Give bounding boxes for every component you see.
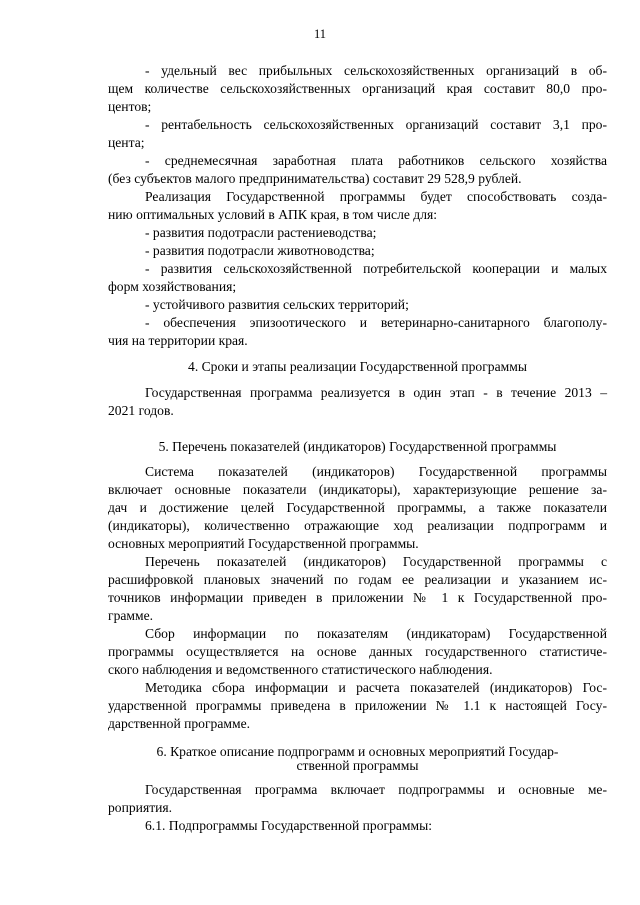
- text-line: форм хозяйствования;: [108, 279, 237, 294]
- text-line: - устойчивого развития сельских территорий;: [145, 297, 409, 312]
- text-line: грамме.: [108, 608, 154, 623]
- text-line: - развития сельскохозяйственной потребительской кооперации и малых: [145, 261, 607, 276]
- text-line: центов;: [108, 99, 152, 114]
- text-line: Реализация Государственной программы будет способствовать созда-: [145, 189, 607, 204]
- text-line: точников информации приведен в приложении № 1 к Государственной про-: [108, 590, 607, 605]
- text-line: - среднемесячная заработная плата работников сельского хозяйства: [145, 153, 607, 168]
- text-line: программы осуществляется на основе данных государственного статистиче-: [108, 644, 607, 659]
- text-line: 2021 годов.: [108, 403, 174, 418]
- text-line: - развития подотрасли растениеводства;: [145, 225, 377, 240]
- text-line: - развития подотрасли животноводства;: [145, 243, 375, 258]
- text-line: щем количестве сельскохозяйственных организаций края составит 80,0 про-: [108, 81, 607, 96]
- text-line: Государственная программа реализуется в один этап - в течение 2013 –: [145, 385, 607, 400]
- text-line: расшифровкой плановых значений по годам ее реализации и указанием ис-: [108, 572, 607, 587]
- text-line: Государственная программа включает подпрограммы и основные ме-: [145, 782, 607, 797]
- text-line: дач и достижение целей Государственной программы, а также показатели: [108, 500, 607, 515]
- text-line: роприятия.: [108, 800, 173, 815]
- text-line: цента;: [108, 135, 145, 150]
- text-line: дарственной программе.: [108, 716, 251, 731]
- section-heading-6: 6. Краткое описание подпрограмм и основных мероприятий Государ-: [156, 744, 559, 759]
- section-heading-6-cont: ственной программы: [296, 758, 419, 773]
- text-line: Сбор информации по показателям (индикаторам) Государственной: [145, 626, 607, 641]
- text-line: Система показателей (индикаторов) Государственной программы: [145, 464, 607, 479]
- text-line: - удельный вес прибыльных сельскохозяйственных организаций в об-: [145, 63, 607, 78]
- text-line: Перечень показателей (индикаторов) Государственной программы с: [145, 554, 607, 569]
- text-line: - рентабельность сельскохозяйственных организаций составит 3,1 про-: [145, 117, 607, 132]
- text-line: - обеспечения эпизоотического и ветеринарно-санитарного благополу-: [145, 315, 607, 330]
- text-line: ского наблюдения и ведомственного статистического наблюдения.: [108, 662, 493, 677]
- text-line: чия на территории края.: [108, 333, 248, 348]
- text-line: (индикаторы), количественно отражающие ход реализации подпрограмм и: [108, 518, 607, 533]
- page-number: 11: [313, 27, 327, 41]
- section-heading-5: 5. Перечень показателей (индикаторов) Государственной программы: [158, 439, 557, 454]
- text-line: Методика сбора информации и расчета показателей (индикаторов) Гос-: [145, 680, 607, 695]
- section-heading-4: 4. Сроки и этапы реализации Государственной программы: [188, 359, 527, 374]
- text-line: основных мероприятий Государственной программы.: [108, 536, 419, 551]
- text-line: включает основные показатели (индикаторы), характеризующие решение за-: [108, 482, 607, 497]
- text-line: (без субъектов малого предпринимательства) составит 29 528,9 рублей.: [108, 171, 522, 186]
- text-line: нию оптимальных условий в АПК края, в том числе для:: [108, 207, 438, 222]
- text-line: 6.1. Подпрограммы Государственной программы:: [145, 818, 433, 833]
- text-line: ударственной программы приведена в приложении № 1.1 к настоящей Госу-: [108, 698, 607, 713]
